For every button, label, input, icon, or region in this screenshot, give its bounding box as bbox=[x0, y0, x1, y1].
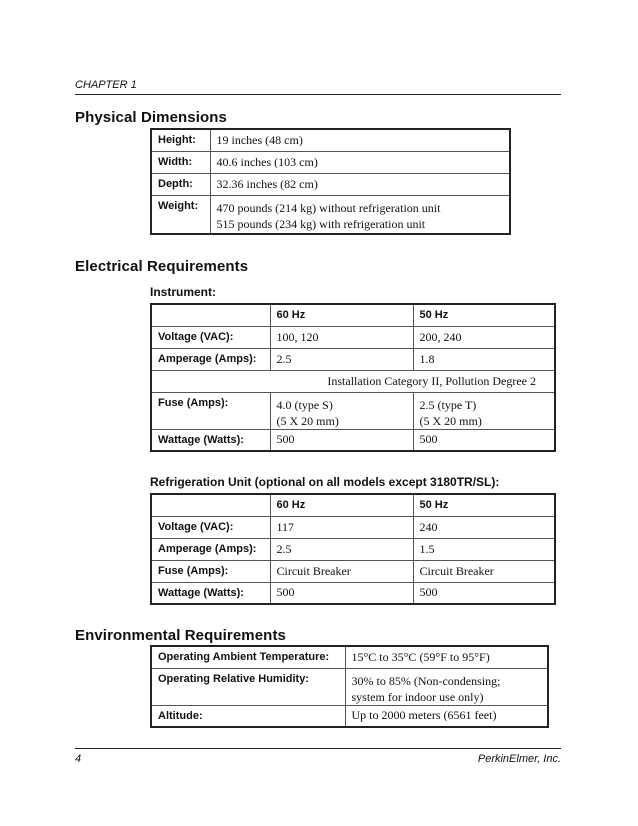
temperature-value: 15°C to 35°C (59°F to 95°F) bbox=[345, 646, 548, 668]
col-60hz-header: 60 Hz bbox=[270, 494, 413, 516]
voltage-50hz: 240 bbox=[413, 516, 555, 538]
table-row bbox=[151, 668, 548, 705]
voltage-60hz: 117 bbox=[270, 516, 413, 538]
table-row bbox=[151, 195, 510, 234]
depth-label: Depth: bbox=[151, 173, 210, 195]
wattage-label: Wattage (Watts): bbox=[151, 582, 270, 604]
environmental-table bbox=[150, 645, 549, 728]
company-name: PerkinElmer, Inc. bbox=[477, 753, 561, 765]
width-value: 40.6 inches (103 cm) bbox=[210, 151, 510, 173]
physical-dimensions-table bbox=[150, 128, 511, 235]
fuse-50hz-line-1: 2.5 (type T) bbox=[419, 397, 477, 412]
weight-label: Weight: bbox=[151, 195, 210, 234]
header-rule bbox=[75, 94, 561, 95]
altitude-value: Up to 2000 meters (6561 feet) bbox=[345, 705, 548, 727]
altitude-label: Altitude: bbox=[151, 705, 345, 727]
amperage-label: Amperage (Amps): bbox=[151, 348, 270, 370]
table-row bbox=[151, 392, 555, 429]
voltage-50hz: 200, 240 bbox=[413, 326, 555, 348]
temperature-label: Operating Ambient Temperature: bbox=[151, 646, 345, 668]
wattage-60hz: 500 bbox=[270, 429, 413, 451]
voltage-label: Voltage (VAC): bbox=[151, 326, 270, 348]
table-row bbox=[151, 151, 510, 173]
table-row bbox=[151, 348, 555, 370]
humidity-line-1: 30% to 85% (Non-condensing; bbox=[351, 673, 501, 688]
amperage-50hz: 1.5 bbox=[413, 538, 555, 560]
table-row bbox=[151, 646, 548, 668]
electrical-requirements-heading: Electrical Requirements bbox=[75, 258, 249, 275]
amperage-label: Amperage (Amps): bbox=[151, 538, 270, 560]
table-row bbox=[151, 129, 510, 151]
amperage-50hz: 1.8 bbox=[413, 348, 555, 370]
weight-line-2: 515 pounds (234 kg) with refrigeration unit bbox=[216, 216, 426, 231]
wattage-60hz: 500 bbox=[270, 582, 413, 604]
wattage-label: Wattage (Watts): bbox=[151, 429, 270, 451]
col-50hz-header: 50 Hz bbox=[413, 304, 555, 326]
table-row bbox=[151, 304, 555, 326]
table-row bbox=[151, 538, 555, 560]
voltage-60hz: 100, 120 bbox=[270, 326, 413, 348]
amperage-60hz: 2.5 bbox=[270, 348, 413, 370]
table-row bbox=[151, 560, 555, 582]
installation-category-note: Installation Category II, Pollution Degree 2 bbox=[151, 370, 555, 392]
table-row bbox=[151, 326, 555, 348]
fuse-label: Fuse (Amps): bbox=[151, 560, 270, 582]
humidity-label: Operating Relative Humidity: bbox=[151, 668, 345, 705]
fuse-50hz bbox=[413, 392, 555, 429]
fuse-50hz-line-2: (5 X 20 mm) bbox=[419, 413, 482, 428]
table-row bbox=[151, 370, 555, 392]
fuse-60hz-line-2: (5 X 20 mm) bbox=[276, 413, 339, 428]
instrument-table bbox=[150, 303, 556, 452]
width-label: Width: bbox=[151, 151, 210, 173]
table-row bbox=[151, 582, 555, 604]
humidity-line-2: system for indoor use only) bbox=[351, 689, 484, 704]
environmental-requirements-heading: Environmental Requirements bbox=[75, 627, 286, 644]
empty-header-cell bbox=[151, 494, 270, 516]
table-row bbox=[151, 429, 555, 451]
table-row bbox=[151, 516, 555, 538]
table-row bbox=[151, 494, 555, 516]
physical-dimensions-heading: Physical Dimensions bbox=[75, 109, 227, 126]
weight-value bbox=[210, 195, 510, 234]
height-value: 19 inches (48 cm) bbox=[210, 129, 510, 151]
table-row bbox=[151, 705, 548, 727]
weight-line-1: 470 pounds (214 kg) without refrigeration unit bbox=[216, 200, 441, 215]
col-50hz-header: 50 Hz bbox=[413, 494, 555, 516]
wattage-50hz: 500 bbox=[413, 582, 555, 604]
empty-header-cell bbox=[151, 304, 270, 326]
fuse-50hz: Circuit Breaker bbox=[413, 560, 555, 582]
height-label: Height: bbox=[151, 129, 210, 151]
col-60hz-header: 60 Hz bbox=[270, 304, 413, 326]
instrument-subheading: Instrument: bbox=[150, 285, 216, 299]
chapter-label: CHAPTER 1 bbox=[75, 79, 137, 91]
depth-value: 32.36 inches (82 cm) bbox=[210, 173, 510, 195]
fuse-60hz bbox=[270, 392, 413, 429]
amperage-60hz: 2.5 bbox=[270, 538, 413, 560]
page-number: 4 bbox=[75, 753, 82, 765]
table-row bbox=[151, 173, 510, 195]
refrigeration-table bbox=[150, 493, 556, 605]
wattage-50hz: 500 bbox=[413, 429, 555, 451]
fuse-60hz-line-1: 4.0 (type S) bbox=[276, 397, 333, 412]
voltage-label: Voltage (VAC): bbox=[151, 516, 270, 538]
humidity-value bbox=[345, 668, 548, 705]
footer-rule bbox=[75, 748, 561, 749]
refrigeration-subheading: Refrigeration Unit (optional on all models except 3180TR/SL): bbox=[150, 475, 500, 489]
fuse-60hz: Circuit Breaker bbox=[270, 560, 413, 582]
fuse-label: Fuse (Amps): bbox=[151, 392, 270, 429]
